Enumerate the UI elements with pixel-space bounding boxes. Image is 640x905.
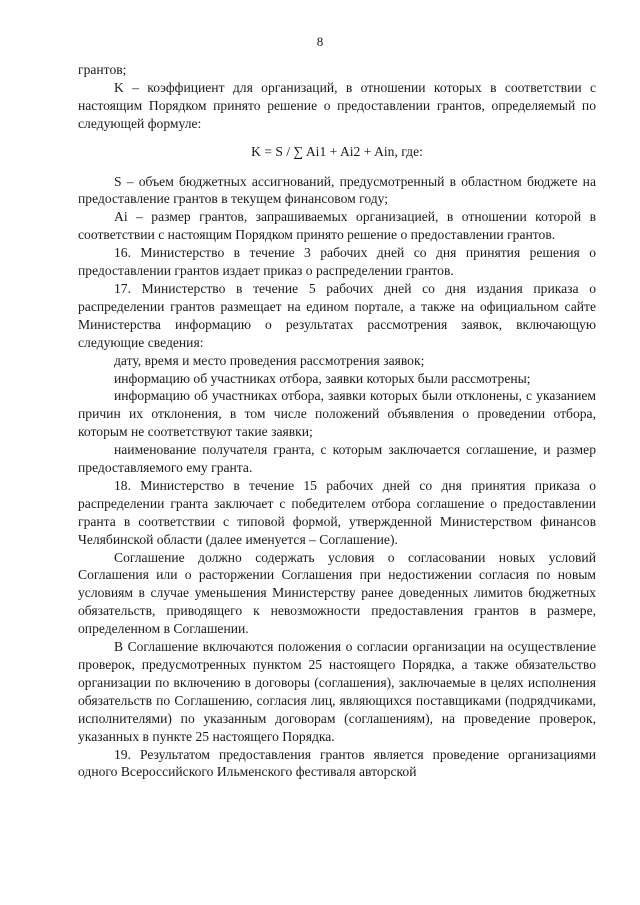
paragraph-definition-ai: Ai – размер грантов, запрашиваемых организацией, в отношении которой в соответствии с настоящим Порядком принято решение о предоставлении грантов. bbox=[78, 209, 596, 243]
paragraph-definition-s: S – объем бюджетных ассигнований, предусмотренный в областном бюджете на предоставление грантов в текущем финансовом году; bbox=[78, 173, 596, 207]
paragraph-clause-17-recipient: наименование получателя гранта, с которым заключается соглашение, и размер предоставляемого ему гранта. bbox=[78, 442, 596, 476]
formula-k: K = S / ∑ Ai1 + Ai2 + Ain, где: bbox=[251, 143, 423, 159]
paragraph-clause-17-date: дату, время и место проведения рассмотрения заявок; bbox=[114, 352, 425, 368]
paragraph-agreement-inspections: В Соглашение включаются положения о согласии организации на осуществление проверок, предусмотренных пунктом 25 настоящего Порядка, а также обязательство организации по включению в договоры (соглашения), заключаемые в целях исполнения обязательств по Соглашению, согласия лиц, являющихся поставщиками (подрядчиками, исполнителями) по указанным договорам (соглашениям), на проведение проверок, указанных в пункте 25 настоящего Порядка. bbox=[78, 639, 596, 744]
paragraph-agreement-conditions: Соглашение должно содержать условия о согласовании новых условий Соглашения или о расторжении Соглашения при недостижении согласия по новым условиям в случае уменьшения Министерству ранее доведенных лимитов бюджетных обязательств, приводящего к невозможности предоставления грантов в размере, определенном в Соглашении. bbox=[78, 549, 596, 637]
document-body bbox=[78, 61, 596, 781]
page-number: 8 bbox=[316, 34, 324, 49]
paragraph-clause-17-rejected: информацию об участниках отбора, заявки которых были отклонены, с указанием причин их отклонения, в том числе положений объявления о проведении отбора, которым не соответствуют такие заявки; bbox=[78, 388, 596, 440]
paragraph-clause-16: 16. Министерство в течение 3 рабочих дней со дня принятия решения о предоставлении грантов издает приказ о распределении грантов. bbox=[78, 245, 596, 279]
paragraph-continuation: грантов; bbox=[78, 62, 127, 77]
paragraph-clause-19: 19. Результатом предоставления грантов является проведение организациями одного Всероссийского Ильменского фестиваля авторской bbox=[78, 746, 596, 780]
paragraph-clause-18: 18. Министерство в течение 15 рабочих дней со дня принятия приказа о распределении гранта заключает с победителем отбора соглашение о предоставлении гранта в соответствии с типовой формой, утвержденной Министерством финансов Челябинской области (далее именуется – Соглашение). bbox=[78, 477, 596, 547]
paragraph-clause-17-reviewed: информацию об участниках отбора, заявки которых были рассмотрены; bbox=[114, 370, 531, 386]
paragraph-coefficient-k: K – коэффициент для организаций, в отношении которых в соответствии с настоящим Порядком принято решение о предоставлении грантов, определяемый по следующей формуле: bbox=[78, 79, 596, 131]
paragraph-clause-17: 17. Министерство в течение 5 рабочих дней со дня издания приказа о распределении грантов размещает на едином портале, а также на официальном сайте Министерства информацию о результатах рассмотрения заявок, включающую следующие сведения: bbox=[78, 280, 596, 350]
